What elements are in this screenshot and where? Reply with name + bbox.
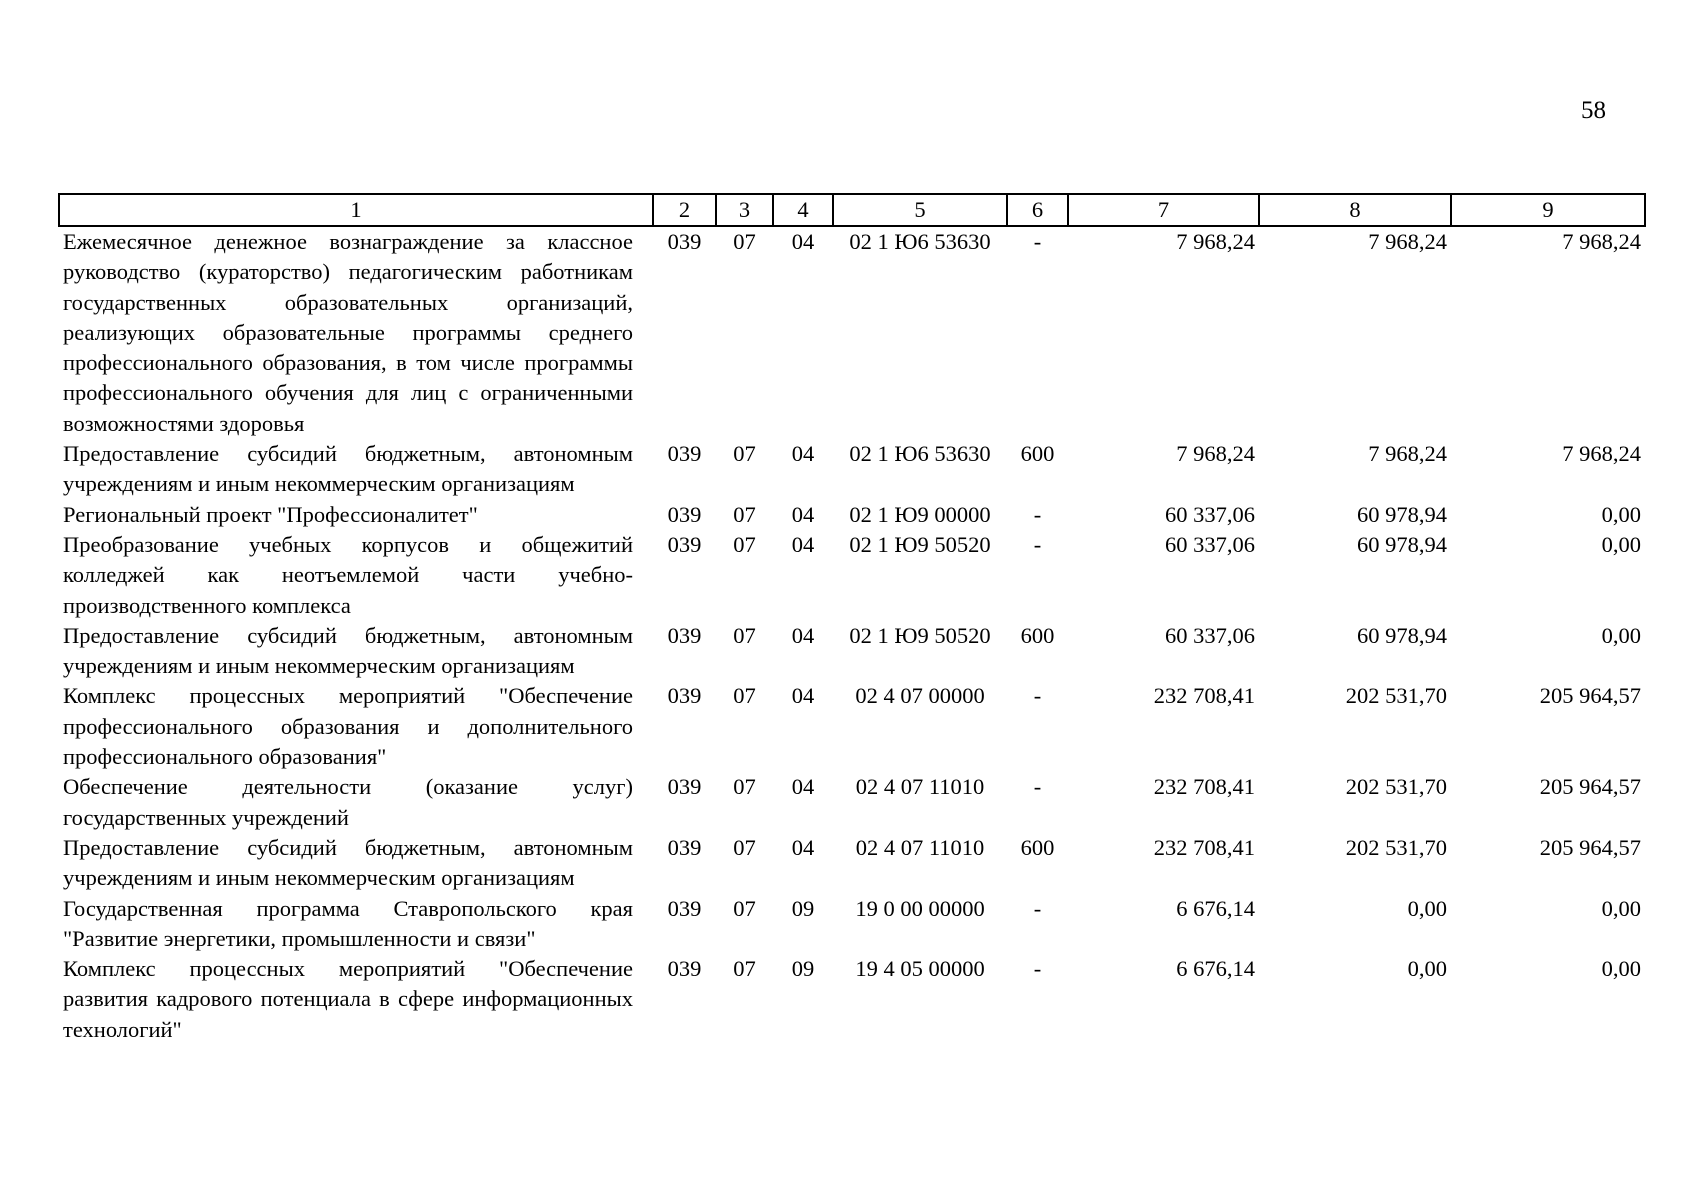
- row-name: Комплекс процессных мероприятий "Обеспечение развития кадрового потенциала в сфере информационных технологий": [63, 956, 633, 1042]
- column-8-cell: 60 978,94: [1357, 622, 1447, 648]
- table-row: [59, 833, 1645, 894]
- column-3-cell: 07: [733, 531, 756, 557]
- column-8-cell: 7 968,24: [1368, 441, 1447, 467]
- column-header-3: 3: [716, 194, 773, 226]
- page-number: 58: [1581, 97, 1606, 124]
- column-4-cell: 09: [791, 956, 815, 982]
- column-7-cell: 232 708,41: [1153, 683, 1255, 709]
- column-9-cell: 205 964,57: [1539, 774, 1641, 800]
- row-name: Предоставление субсидий бюджетным, автономным учреждениям и иным некоммерческим организациям: [63, 441, 633, 497]
- table-row: [59, 439, 1645, 500]
- column-4-cell: 04: [791, 229, 815, 254]
- row-name: Преобразование учебных корпусов и общежитий колледжей как неотъемлемой части учебно-производственного комплекса: [63, 531, 633, 618]
- column-6-cell: -: [1033, 531, 1042, 557]
- column-6-cell: 600: [1020, 441, 1055, 467]
- column-header-9: 9: [1451, 194, 1645, 226]
- column-8-cell: 0,00: [1407, 956, 1447, 982]
- column-8-cell: 60 978,94: [1357, 531, 1447, 557]
- column-header-7: 7: [1068, 194, 1259, 226]
- column-4-cell: 04: [791, 774, 815, 800]
- column-header-2: 2: [653, 194, 716, 226]
- column-5-cell: 02 1 Ю9 00000: [849, 501, 991, 527]
- column-6-cell: -: [1033, 895, 1042, 921]
- column-2-cell: 039: [667, 531, 702, 557]
- column-3-cell: 07: [733, 622, 756, 648]
- table-row: [59, 681, 1645, 772]
- column-6-cell: 600: [1020, 834, 1055, 860]
- column-7-cell: 6 676,14: [1176, 956, 1255, 982]
- column-3-cell: 07: [733, 834, 756, 860]
- column-7-cell: 7 968,24: [1176, 441, 1255, 467]
- column-2-cell: 039: [667, 683, 702, 709]
- column-9-cell: 0,00: [1601, 622, 1641, 648]
- column-4-cell: 04: [791, 683, 815, 709]
- column-5-cell: 02 1 Ю6 53630: [849, 229, 991, 254]
- column-2-cell: 039: [667, 622, 702, 648]
- column-9-cell: 0,00: [1601, 501, 1641, 527]
- column-header-1: 1: [59, 194, 653, 226]
- column-3-cell: 07: [733, 441, 756, 467]
- column-2-cell: 039: [667, 834, 702, 860]
- table-row: [59, 530, 1645, 621]
- column-2-cell: 039: [667, 956, 702, 982]
- column-3-cell: 07: [733, 895, 756, 921]
- column-9-cell: 7 968,24: [1562, 441, 1641, 467]
- table-row: [59, 954, 1645, 1045]
- column-3-cell: 07: [733, 229, 756, 254]
- column-9-cell: 0,00: [1601, 956, 1641, 982]
- table-row: [59, 500, 1645, 530]
- column-3-cell: 07: [733, 956, 756, 982]
- column-7-cell: 60 337,06: [1165, 622, 1255, 648]
- column-2-cell: 039: [667, 774, 702, 800]
- table-header: [59, 194, 1645, 226]
- column-3-cell: 07: [733, 683, 756, 709]
- column-9-cell: 0,00: [1601, 531, 1641, 557]
- table-row: [59, 621, 1645, 682]
- row-name: Государственная программа Ставропольского края "Развитие энергетики, промышленности и связи": [63, 895, 633, 951]
- column-5-cell: 19 0 00 00000: [855, 895, 985, 921]
- column-5-cell: 02 4 07 11010: [855, 774, 985, 800]
- table-row: [59, 894, 1645, 955]
- column-6-cell: -: [1033, 229, 1042, 254]
- column-2-cell: 039: [667, 229, 702, 254]
- column-2-cell: 039: [667, 441, 702, 467]
- column-8-cell: 202 531,70: [1345, 774, 1447, 800]
- column-7-cell: 232 708,41: [1153, 774, 1255, 800]
- column-5-cell: 02 4 07 11010: [855, 834, 985, 860]
- column-4-cell: 09: [791, 895, 815, 921]
- column-5-cell: 02 4 07 00000: [855, 683, 985, 709]
- row-name: Ежемесячное денежное вознаграждение за классное руководство (кураторство) педагогическим работникам государственных образовательных организаций, реализующих образовательные программы среднего профессионального образования, в том числе программы профессионального обучения для лиц с ограниченными возможностями здоровья: [63, 229, 633, 436]
- column-5-cell: 02 1 Ю9 50520: [849, 622, 991, 648]
- column-6-cell: -: [1033, 774, 1042, 800]
- row-name: Обеспечение деятельности (оказание услуг) государственных учреждений: [63, 774, 633, 830]
- row-name: Комплекс процессных мероприятий "Обеспечение профессионального образования и дополнительного профессионального образования": [63, 683, 633, 770]
- column-4-cell: 04: [791, 834, 815, 860]
- column-4-cell: 04: [791, 441, 815, 467]
- row-name: Предоставление субсидий бюджетным, автономным учреждениям и иным некоммерческим организациям: [63, 622, 633, 679]
- table-row: [59, 772, 1645, 833]
- column-9-cell: 7 968,24: [1562, 229, 1641, 254]
- column-8-cell: 60 978,94: [1357, 501, 1447, 527]
- column-7-cell: 60 337,06: [1165, 501, 1255, 527]
- column-9-cell: 205 964,57: [1539, 834, 1641, 860]
- column-4-cell: 04: [791, 531, 815, 557]
- column-header-4: 4: [773, 194, 833, 226]
- column-2-cell: 039: [667, 895, 702, 921]
- column-8-cell: 0,00: [1407, 895, 1447, 921]
- column-header-8: 8: [1259, 194, 1451, 226]
- budget-table: [58, 193, 1646, 1045]
- column-2-cell: 039: [667, 501, 702, 527]
- column-7-cell: 7 968,24: [1176, 229, 1255, 254]
- column-8-cell: 7 968,24: [1368, 229, 1447, 254]
- column-4-cell: 04: [791, 622, 815, 648]
- column-6-cell: -: [1033, 683, 1042, 709]
- column-header-6: 6: [1007, 194, 1068, 226]
- column-7-cell: 232 708,41: [1153, 834, 1255, 860]
- column-9-cell: 205 964,57: [1539, 683, 1641, 709]
- column-6-cell: -: [1033, 501, 1042, 527]
- column-3-cell: 07: [733, 774, 756, 800]
- column-5-cell: 02 1 Ю6 53630: [849, 441, 991, 467]
- column-5-cell: 19 4 05 00000: [855, 956, 985, 982]
- column-5-cell: 02 1 Ю9 50520: [849, 531, 991, 557]
- column-9-cell: 0,00: [1601, 895, 1641, 921]
- column-8-cell: 202 531,70: [1345, 683, 1447, 709]
- table-row: [59, 226, 1645, 439]
- column-7-cell: 6 676,14: [1176, 895, 1255, 921]
- column-8-cell: 202 531,70: [1345, 834, 1447, 860]
- column-3-cell: 07: [733, 501, 756, 527]
- column-7-cell: 60 337,06: [1165, 531, 1255, 557]
- column-6-cell: 600: [1020, 622, 1055, 648]
- column-4-cell: 04: [791, 501, 815, 527]
- row-name: Предоставление субсидий бюджетным, автономным учреждениям и иным некоммерческим организациям: [63, 834, 633, 891]
- column-6-cell: -: [1033, 956, 1042, 982]
- row-name: Региональный проект "Профессионалитет": [63, 501, 478, 527]
- header-row: [59, 194, 1645, 226]
- column-header-5: 5: [833, 194, 1007, 226]
- table-body: [59, 226, 1645, 1045]
